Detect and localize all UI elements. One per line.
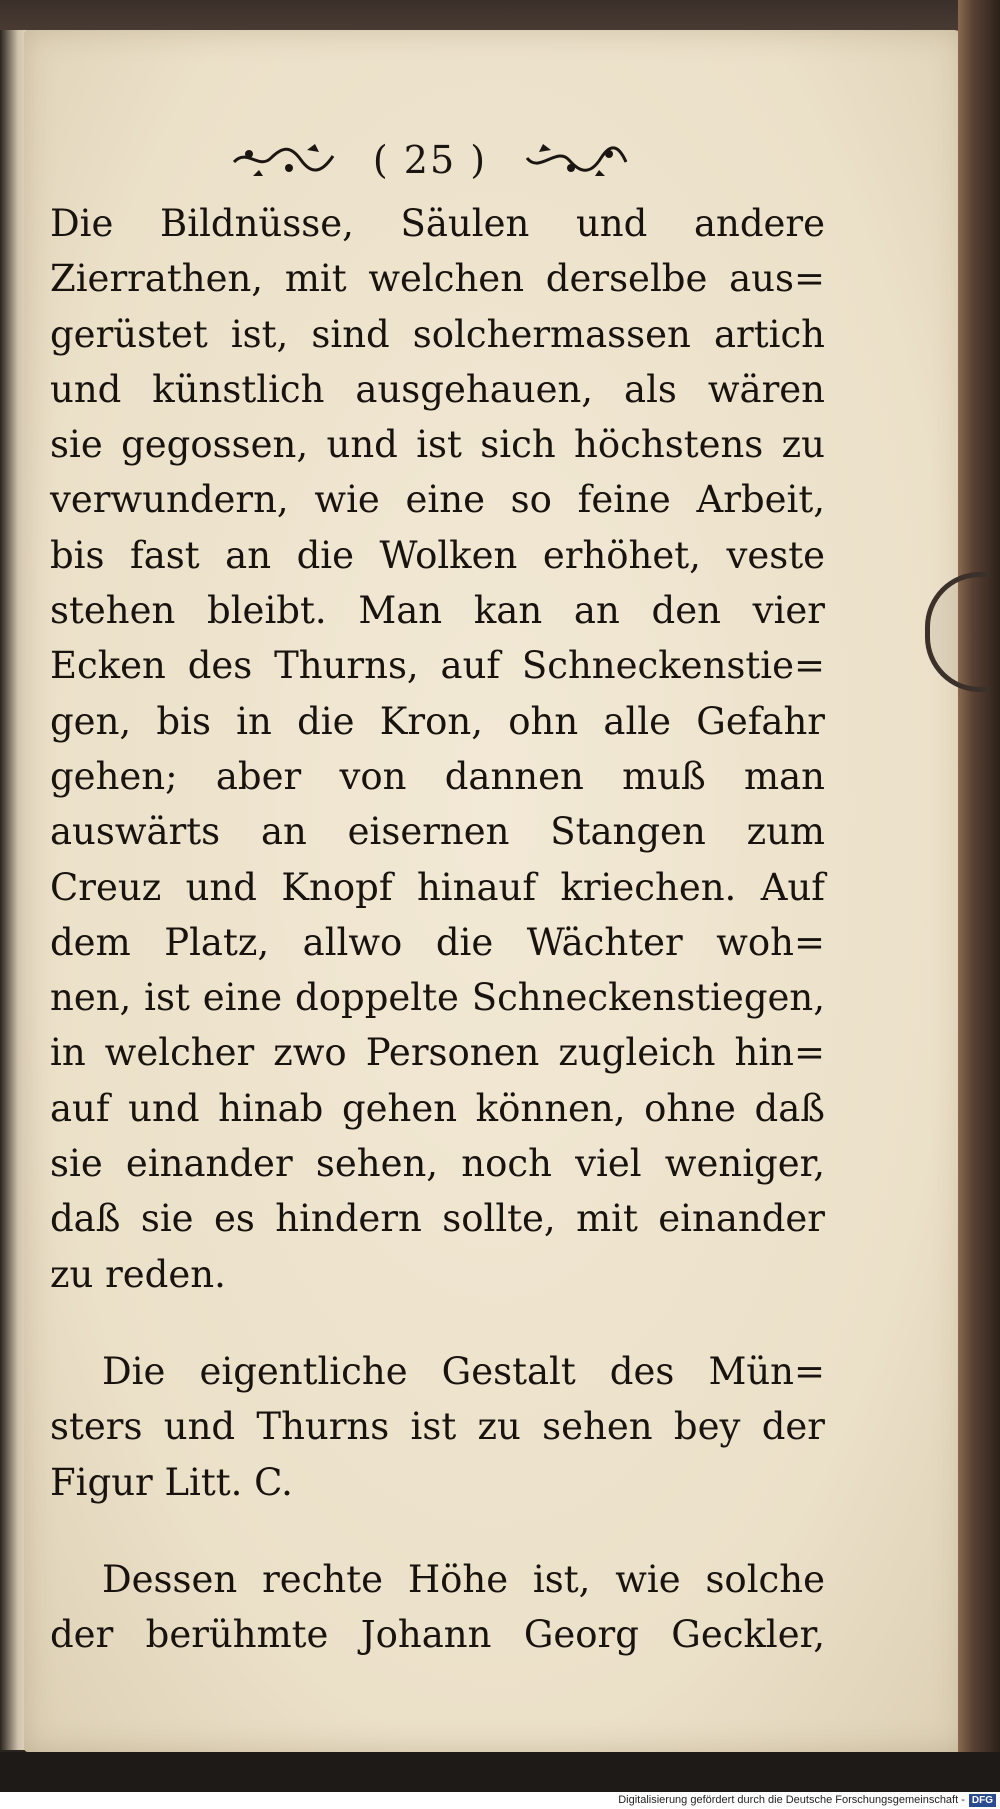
text-line: in welcher zwo Personen zugleich hin= — [50, 1031, 825, 1075]
text-line: auswärts an eisernen Stangen zum — [50, 810, 825, 854]
paragraph-gap — [50, 1510, 825, 1552]
text-line: und künstlich ausgehauen, als wären — [50, 367, 825, 411]
left-ornament-icon — [229, 140, 339, 180]
text-line: sters und Thurns ist zu sehen bey der — [50, 1405, 825, 1449]
text-line: gen, bis in die Kron, ohn alle Gefahr — [50, 699, 825, 743]
paragraph-1 — [50, 196, 825, 1302]
page-header — [190, 130, 670, 190]
dfg-logo: DFG — [969, 1794, 996, 1807]
text-line: Die eigentliche Gestalt des Mün= — [102, 1349, 825, 1393]
text-line: gerüstet ist, sind solchermassen artich — [50, 312, 825, 356]
text-line: sie gegossen, und ist sich höchstens zu — [50, 423, 825, 467]
book-edge — [958, 0, 1000, 1770]
text-line: daß sie es hindern sollte, mit einander — [50, 1197, 825, 1241]
body-text — [50, 196, 825, 1662]
text-line: auf und hinab gehen können, ohne daß — [50, 1086, 825, 1130]
text-line: Figur Litt. C. — [50, 1460, 293, 1504]
scan-background-bottom — [0, 1752, 1000, 1792]
text-line: gehen; aber von dannen muß man — [50, 754, 825, 798]
page-number: ( 25 ) — [372, 138, 488, 182]
paragraph-2 — [50, 1344, 825, 1510]
text-line: Dessen rechte Höhe ist, wie solche — [102, 1557, 825, 1601]
scan-background-top — [0, 0, 1000, 34]
text-line: nen, ist eine doppelte Schneckenstiegen, — [50, 976, 825, 1020]
text-line: der berühmte Johann Georg Geckler, — [50, 1613, 825, 1657]
text-line: zu reden. — [50, 1252, 226, 1296]
text-line: bis fast an die Wolken erhöhet, veste — [50, 533, 825, 577]
digitization-credit — [0, 1792, 1000, 1809]
text-line: Creuz und Knopf hinauf kriechen. Auf — [50, 865, 825, 909]
text-line: sie einander sehen, noch viel weniger, — [50, 1142, 825, 1186]
text-line: Die Bildnüsse, Säulen und andere — [50, 202, 825, 245]
right-ornament-icon — [521, 140, 631, 180]
paragraph-3 — [50, 1552, 825, 1663]
paragraph-gap — [50, 1302, 825, 1344]
text-line: Ecken des Thurns, auf Schneckenstie= — [50, 644, 825, 688]
credit-text: Digitalisierung gefördert durch die Deutsche Forschungsgemeinschaft - — [618, 1794, 965, 1806]
text-line: dem Platz, allwo die Wächter woh= — [50, 920, 825, 964]
text-line: stehen bleibt. Man kan an den vier — [50, 589, 825, 633]
text-line: verwundern, wie eine so feine Arbeit, — [50, 478, 825, 522]
text-line: Zierrathen, mit welchen derselbe aus= — [50, 257, 825, 301]
